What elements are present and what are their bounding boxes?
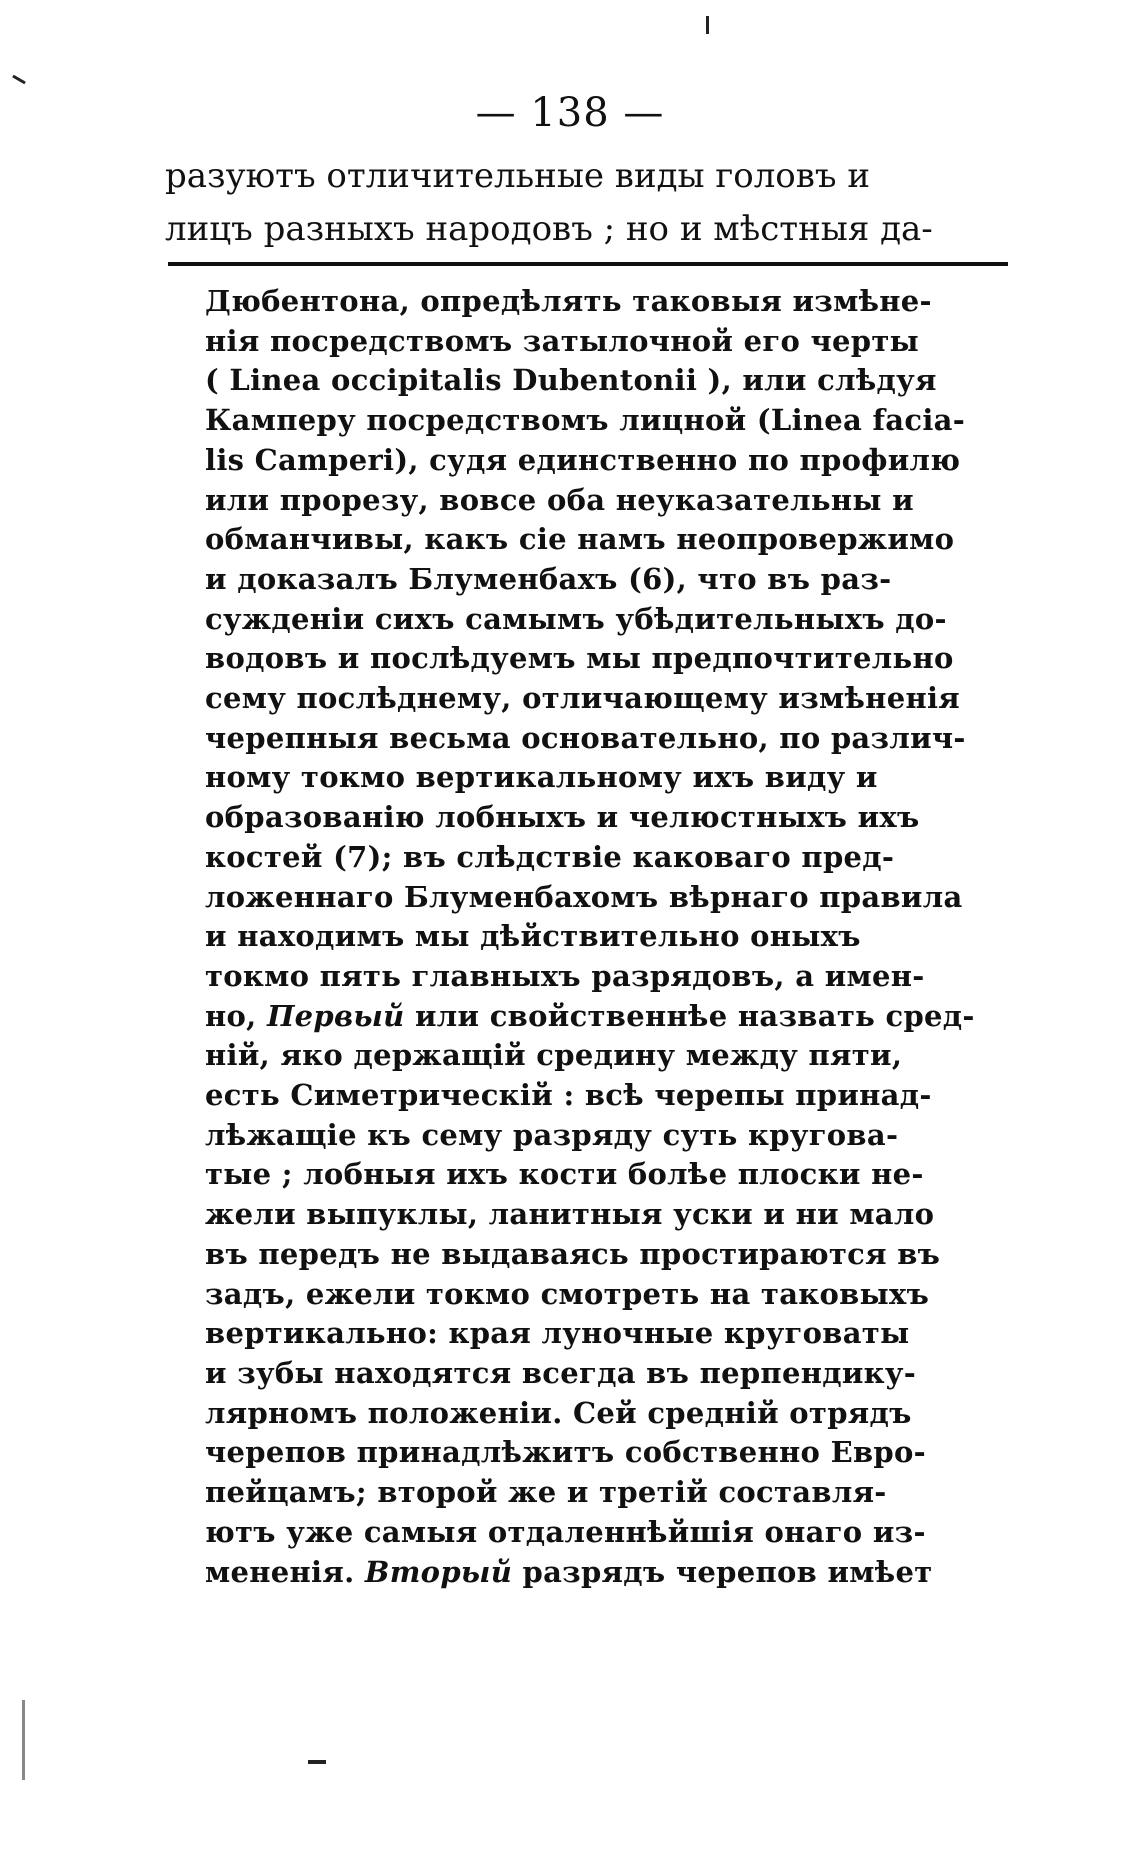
footnote-line: въ передъ не выдаваясь простираются въ <box>205 1236 941 1271</box>
footnote-line: жели выпуклы, ланитныя уски и ни мало <box>205 1197 935 1232</box>
footnote-line: Дюбентона, опредѣлять таковыя измѣне- <box>205 284 932 318</box>
footnote-line: пейцамъ; второй же и третій составля- <box>205 1475 887 1510</box>
footnote-line: lis Camperi), судя единственно по профилю <box>205 442 961 477</box>
main-text <box>165 150 1000 256</box>
footnote-line: или прорезу, вовсе оба неуказательны и <box>205 482 914 517</box>
footnote-line: обманчивы, какъ сіе намъ неопровержимо <box>205 522 955 557</box>
footnote-line: черепов принадлѣжитъ собственно Евро- <box>205 1435 926 1470</box>
footnote-line: черепныя весьма основательно, по различ- <box>205 720 966 755</box>
footnote-line: нія посредствомъ затылочной его черты <box>205 323 919 358</box>
footnote-line: и зубы находятся всегда въ перпендику- <box>205 1355 917 1390</box>
footnote-line: ному токмо вертикальному ихъ виду и <box>205 760 878 795</box>
scan-mark <box>706 16 709 34</box>
footnote-line: водовъ и послѣдуемъ мы предпочтительно <box>205 641 954 676</box>
footnote-line: токмо пять главныхъ разрядовъ, а имен- <box>205 958 925 993</box>
footnote-line: Камперу посредствомъ лицной (Linea facia- <box>205 403 966 438</box>
footnote-line: костей (7); въ слѣдствіе каковаго пред- <box>205 839 895 874</box>
footnote-line: ( Linea occipitalis Dubentonii ), или слѣдуя <box>205 363 937 398</box>
footnote-line: сему послѣднему, отличающему измѣненія <box>205 681 961 716</box>
footnote-line: но, Первый или свойственнѣе назвать сред- <box>205 998 975 1033</box>
footnote-line: и находимъ мы дѣйствительно оныхъ <box>205 919 861 954</box>
footnote-line: сужденіи сихъ самымъ убѣдительныхъ до- <box>205 601 947 636</box>
footnote-text <box>205 282 1000 1592</box>
footnote-line: есть Симетрическій : всѣ черепы принад- <box>205 1078 932 1113</box>
footnote-line: ютъ уже самыя отдаленнѣйшія онаго из- <box>205 1514 926 1549</box>
scan-mark <box>22 1700 25 1780</box>
scan-mark <box>308 1760 326 1764</box>
page-number: — 138 — <box>475 90 665 136</box>
main-line: разуютъ отличительные виды головъ и <box>165 156 871 196</box>
footnote-line: ложеннаго Блуменбахомъ вѣрнаго правила <box>205 879 963 914</box>
footnote-line: мененія. Вторый разрядъ черепов имѣет <box>205 1554 933 1589</box>
footnote-line: тые ; лобныя ихъ кости болѣе плоски не- <box>205 1157 924 1192</box>
footnote-line: лярномъ положеніи. Сей средній отрядъ <box>205 1395 912 1430</box>
main-line: лицъ разныхъ народовъ ; но и мѣстныя да- <box>165 209 933 249</box>
scan-mark <box>12 75 26 85</box>
footnote-line: лѣжащіе къ сему разряду суть кругова- <box>205 1117 899 1152</box>
footnote-line: задъ, ежели токмо смотреть на таковыхъ <box>205 1276 930 1311</box>
footnote-line: ній, яко держащій средину между пяти, <box>205 1038 903 1073</box>
footnote-line: вертикально: края луночные круговаты <box>205 1316 910 1351</box>
footnote-separator-rule <box>168 262 1008 266</box>
footnote-line: и доказалъ Блуменбахъ (6), что въ раз- <box>205 561 892 596</box>
footnote-line: образованію лобныхъ и челюстныхъ ихъ <box>205 800 920 835</box>
